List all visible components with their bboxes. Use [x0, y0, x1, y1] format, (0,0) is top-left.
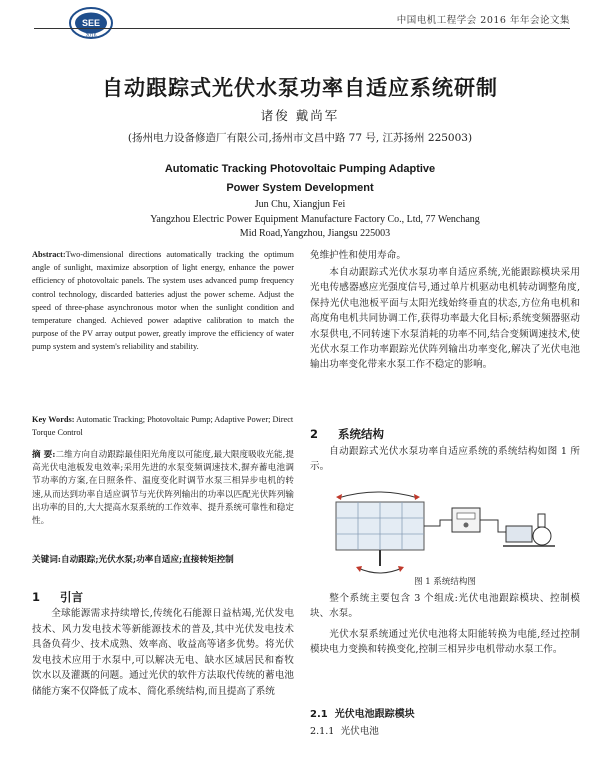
section-2-number: 2: [310, 427, 319, 441]
abstract-en-text: Two-dimensional directions automatically tracking the optimum angle of sunlight, maximize absorption of light energy, enhance the power efficiency of photovoltaic panels. The system uses advanced pump frequency control technology, discarded batteries adjust the power scheme. Adjust the speed of three-phase asynchronous motor when the sunlight condition and temperature changed. Achieved power adaptive calibration to match the purpose of the PV array output power, greatly improve the efficiency of water pump system and system's reliability and stability.: [32, 250, 294, 352]
section-2-title: 系统结构: [338, 427, 384, 441]
title-en-line1: Automatic Tracking Photovoltaic Pumping Adaptive: [164, 163, 436, 175]
figure-1-caption: 图 1 系统结构图: [414, 577, 476, 587]
controller-display: [457, 513, 475, 519]
cable: [424, 520, 452, 526]
tracking-arc-bottom: [358, 568, 402, 573]
running-head: 中国电机工程学会 2016 年年会论文集: [396, 15, 570, 26]
title-en-line2: Power System Development: [226, 182, 374, 194]
abstract-cn-text: 二维方向自动跟踪最佳阳光角度以可能度,最大限度吸收光能,提高光伏电池板发电效率;采用先进的水泵变频调速技术,摒弃蓄电池调节功率的方案,在日照条件、温度变化时调节水泵三相异步电机的转速,从而达到功率自适应调节与光伏阵列输出的功率以匹配光伏阵列输出功率的目的,大大提高水泵系统的工作效率、提升系统可靠性和稳定性。: [32, 450, 294, 527]
abstract-en: [32, 248, 294, 354]
abstract-cn: [32, 449, 294, 528]
section-1-number: 1: [32, 590, 41, 604]
paper-title-en: [0, 160, 600, 198]
subsection-2-1-1-number: 2.1.1: [310, 726, 335, 737]
header-divider: [34, 28, 570, 29]
subsection-2-1-title: 光伏电池跟踪模块: [334, 709, 415, 720]
keywords-en: [32, 413, 294, 439]
keywords-cn-text: 自动跟踪;光伏水泵;功率自适应;直接转矩控制: [60, 555, 234, 565]
authors-cn: 诸俊 戴尚军: [260, 108, 340, 123]
abstract-en-label: Abstract:: [32, 250, 66, 259]
right-para-4: 整个系统主要包含 3 个组成:光伏电池跟踪模块、控制模块、水泵。: [310, 593, 580, 620]
right-para-3: 自动跟踪式光伏水泵功率自适应系统的系统结构如图 1 所示。: [310, 446, 580, 473]
keywords-en-text: Automatic Tracking; Photovoltaic Pump; Adaptive Power; Direct Torque Control: [32, 415, 294, 438]
pump-cable: [480, 520, 506, 532]
keywords-en-label: Key Words:: [32, 415, 75, 424]
logo-text: SEE: [81, 18, 101, 28]
section-1-heading: [32, 589, 294, 605]
controller-knob: [464, 523, 469, 528]
right-para-1: 免维护性和使用寿命。: [310, 250, 406, 261]
pump-outlet: [538, 514, 545, 527]
paper-title-cn: 自动跟踪式光伏水泵功率自适应系统研制: [102, 76, 498, 100]
right-para-2: 本自动跟踪式光伏水泵功率自适应系统,光能跟踪模块采用光电传感器感应光强度信号,通过单片机驱动电机转动调整角度,保持光伏电池板平面与太阳光线始终垂直的状态,方位角电机和高度角电机共同协调工作,获得功率最大化目标;系统变频器驱动水泵供电,不同转速下水泵消耗的功率不同,结合变频调速技术,使光伏水泵工作功率跟踪光伏阵列输出功率变化,解决了光伏电池输出功率变化带来水泵工作不稳定的影响。: [310, 267, 580, 371]
conference-logo: [68, 6, 114, 40]
keywords-cn-label: 关键词:: [32, 555, 61, 565]
section-1-title: 引言: [60, 590, 83, 604]
introduction-text: 全球能源需求持续增长,传统化石能源日益枯竭,光伏发电技术、风力发电技术等新能源技术的普及,其中光伏发电技术具备负荷少、技术成熟、效率高、收益高等诸多优势。将光伏发电技术应用于水泵中,可以解决无电、缺水区域居民和畜牧饮水以及灌溉的问题。通过光伏的软件方法取代传统的蓄电池储能方案不仅降低了成本、简化系统结构,而且提高了系统: [32, 608, 294, 697]
logo-year: 2016: [85, 33, 97, 39]
keywords-cn: [32, 554, 294, 567]
tracking-arc-top-arrow-right: [414, 494, 420, 500]
system-structure-figure: [318, 484, 568, 579]
pump-housing: [533, 527, 551, 545]
tracking-arc-top: [338, 492, 418, 498]
subsection-2-1-1-title: 光伏电池: [340, 726, 379, 737]
tracking-arc-top-arrow-left: [336, 494, 342, 500]
subsection-2-1-1-heading: [310, 723, 580, 737]
affiliation-en: Yangzhou Electric Power Equipment Manufacture Factory Co., Ltd, 77 Wenchang Mid Road,Yangzhou, Jiangsu 225003: [150, 214, 480, 239]
right-para-5: 光伏水泵系统通过光伏电池将太阳能转换为电能,经过控制模块电力变换和转换变化,控制三相异步电机带动水泵工作。: [310, 629, 580, 656]
subsection-2-1-heading: [310, 705, 580, 720]
section-2-heading: [310, 426, 580, 442]
affiliation-cn: (扬州电力设备修造厂有限公司,扬州市文昌中路 77 号, 江苏扬州 225003): [127, 132, 473, 144]
subsection-2-1-number: 2.1: [310, 709, 328, 720]
abstract-cn-label: 摘 要:: [32, 450, 56, 460]
pump-motor: [506, 526, 532, 542]
controller-box: [452, 508, 480, 532]
authors-en: Jun Chu, Xiangjun Fei: [254, 199, 346, 210]
